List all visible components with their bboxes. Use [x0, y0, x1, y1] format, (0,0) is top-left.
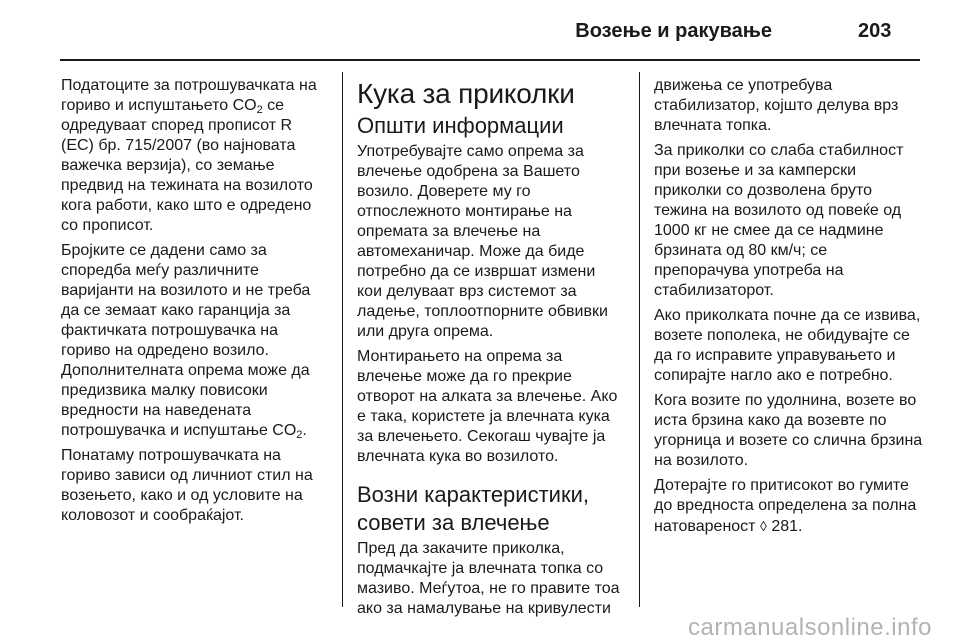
column-1: [61, 76, 327, 531]
section-heading-towbar: Кука за приколки: [357, 78, 575, 109]
towing-equipment-paragraph: Употребувајте само опрема за влечење одобрена за Вашето возило. Доверете му го отпослежното монтирање на опремата за влечење на автомеханичар. Може да биде потребно да се извршат измени кои делуваат врз системот за ладење, топлоотпорните обвивки или друга опрема.: [357, 143, 608, 340]
page-reference-link[interactable]: 281.: [766, 518, 803, 535]
fuel-consumption-paragraph: Податоците за потрошувачката на гориво и испуштањето $CO_2$ се одредуваат според прописот R (EC) бр. 715/2007 (во најновата важечка верзија), со земање предвид на тежината на возилото кога работи, како што е одредено со прописот.: [61, 77, 317, 234]
header-title: Возење и ракување: [575, 20, 772, 42]
page-reference-icon: ◊: [759, 518, 767, 534]
page-number: 203: [858, 20, 892, 42]
comparison-paragraph: Бројките се дадени само за споредба меѓу различните варијанти на возилото и не треба да се земаат како гаранција за фактичката потрошувачка на гориво на одредено возило. Дополнителната опрема може да предизвика малку повисоки вредности на наведената потрошувачка и испуштање $CO_2$.: [61, 242, 311, 441]
driving-style-paragraph: Понатаму потрошувачката на гориво зависи од личниот стил на возењето, како и од условите на коловозот и сообраќајот.: [61, 447, 313, 524]
stabiliser-paragraph: движења се употребува стабилизатор, којшто делува врз влечната топка.: [654, 77, 899, 134]
towball-grease-paragraph: Пред да закачите приколка, подмачкајте ја влечната топка со мазиво. Меѓутоа, не го правите тоа ако за намалување на кривулести: [357, 540, 620, 617]
snaking-paragraph: Ако приколката почне да се извива, возете пополека, не обидувајте се да го исправите управувањето и сопирајте нагло ако е потребно.: [654, 307, 921, 384]
column-2: [357, 76, 623, 624]
speed-limit-paragraph: За приколки со слаба стабилност при возење и за камперски приколки со дозволена бруто тежина на возилото од повеќе од 1000 кг не смее да се надмине брзината од 80 км/ч; се препорачува употреба на стабилизаторот.: [654, 142, 904, 299]
subheading-general-info: Општи информации: [357, 113, 564, 138]
towing-eye-paragraph: Монтирањето на опрема за влечење може да го прекрие отворот на алката за влечење. Ако е така, користете ја влечната кука за влечењето. Секогаш чувајте ја влечната кука во возилото.: [357, 348, 618, 465]
column-3: [654, 76, 926, 542]
tyre-pressure-paragraph: Дотерајте го притисокот во гумите до вредноста определена за полна натовареност ◊ 281.: [654, 477, 917, 535]
column-divider-2: [639, 72, 640, 607]
subheading-driving-characteristics: Возни карактеристики, совети за влечење: [357, 482, 589, 535]
column-divider-1: [342, 72, 343, 607]
header-rule: [60, 59, 920, 61]
downhill-paragraph: Кога возите по удолнина, возете во иста брзина како да возевте по угорница и возете со слична брзина на возилото.: [654, 392, 923, 469]
watermark: carmanualsonline.info: [688, 614, 932, 641]
